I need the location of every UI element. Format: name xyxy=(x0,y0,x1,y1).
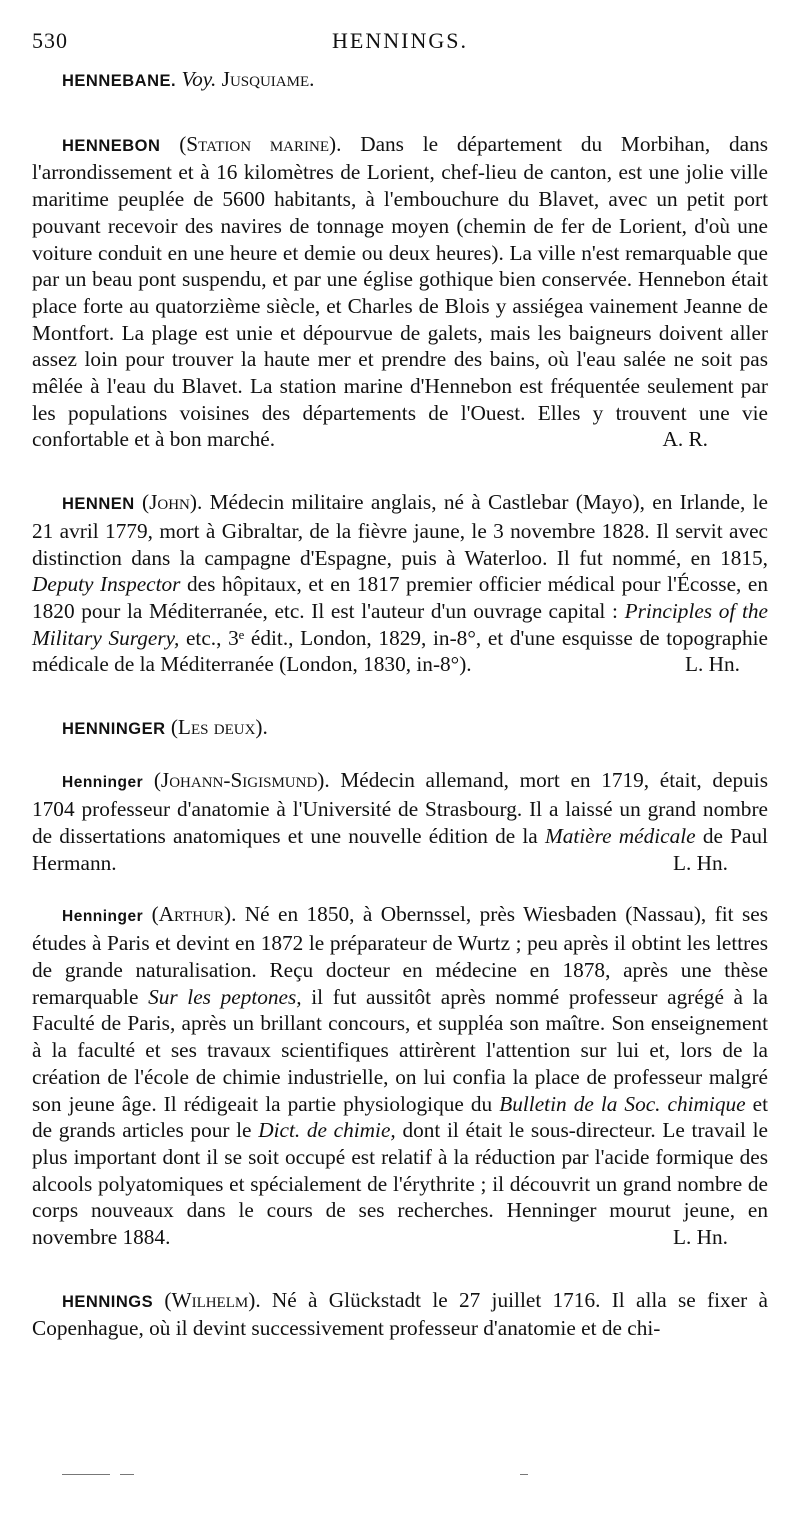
footer-mark xyxy=(120,1474,134,1475)
entry-qualifier: (John). xyxy=(142,490,203,515)
entry-qualifier: (Johann-Sigismund). xyxy=(153,767,330,792)
cross-reference: Jusquiame. xyxy=(221,67,315,91)
author-signature: L. Hn. xyxy=(672,850,728,875)
entry-headword: HENNINGER xyxy=(62,720,166,739)
page-number: 530 xyxy=(32,28,68,53)
entry-headword: Henninger xyxy=(62,773,144,791)
entry-headword: HENNEN xyxy=(62,495,135,514)
voy-abbrev: Voy. xyxy=(181,67,217,91)
entry-hennen xyxy=(32,489,768,678)
entry-italic: Matière médicale xyxy=(544,824,696,849)
entry-text: Né en 1850, à Obernssel, près Wiesbaden (Nassau), fit ses études à Paris et devint en 1872 le préparateur de Wurtz ; peu après il obtint les lettres de grande naturalisation. Reçu docteur en médecine en 1878, après une thèse remarquable xyxy=(32,901,768,1009)
running-title: HENNINGS. xyxy=(332,28,468,53)
entry-italic: Dict. de chimie, xyxy=(258,1118,396,1143)
entry-text: Médecin allemand, mort en 1719, était, depuis 1704 professeur d'anatomie à l'Université de Strasbourg. Il a laissé un grand nombre de dissertations anatomiques et une nouvelle édition de la xyxy=(32,767,768,849)
entry-qualifier: (Wilhelm). xyxy=(164,1287,261,1312)
entry-text: des hôpitaux, et en 1817 premier officier médical pour l'Écosse, en 1820 pour la Méditerranée, etc. Il est l'auteur d'un ouvrage capital : xyxy=(32,572,769,623)
author-signature: L. Hn. xyxy=(684,652,740,677)
entry-italic: Sur les peptones, xyxy=(148,984,302,1009)
entry-headword: HENNEBANE. xyxy=(62,72,177,90)
entry-headword: HENNEBON xyxy=(62,136,161,155)
entry-text: etc., 3ᵉ édit., London, 1829, in-8°, et d'une esquisse de topographie médicale de la Méditerranée (London, 1830, in-8°). xyxy=(32,625,768,677)
page-header xyxy=(32,28,768,58)
footer-mark xyxy=(62,1474,110,1475)
entry-hennings xyxy=(32,1287,768,1342)
entry-italic: Deputy Inspector xyxy=(32,572,181,597)
entry-text: Médecin militaire anglais, né à Castlebar (Mayo), en Irlande, le 21 avril 1779, mort à Gibraltar, de la fièvre jaune, le 3 novembre 1828. Il servit avec distinction dans la campagne d'Espagne, puis à Waterloo. Il fut nommé, en 1815, xyxy=(32,490,768,570)
entry-italic: Bulletin de la Soc. chimique xyxy=(499,1091,746,1116)
entry-headword: HENNINGS xyxy=(62,1292,154,1311)
entry-text: Dans le département du Morbihan, dans l'arrondissement et à 16 kilomètres de Lorient, chef-lieu de canton, est une jolie ville maritime peuplée de 5600 habitants, à l'embouchure du Blavet, avec un petit port pouvant recevoir des navires de tonnage moyen (chemin de fer de Lorient, d'où une voiture conduit en une heure et demie ou deux heures). La ville n'est remarquable que par un beau pont suspendu, et par une église gothique bien conservée. Hennebon était place forte au quatorzième siècle, et Charles de Blois y assiégea vainement Jeanne de Montfort. La plage est unie et dépourvue de galets, mais les baigneurs doivent aller assez loin pour trouver la haute mer et prendre des bains, où l'eau salée ne soit pas mêlée à l'eau du Blavet. La station marine d'Hennebon est fréquentée seulement par les populations voisines des départements de l'Ouest. Elles y trouvent une vie confortable et à bon marché. xyxy=(32,131,769,452)
entry-henninger-johann xyxy=(32,767,768,877)
entry-text: de Paul Hermann. xyxy=(32,824,768,875)
entry-hennebon xyxy=(32,131,768,453)
entry-henninger-group xyxy=(32,714,768,743)
author-signature: A. R. xyxy=(662,427,708,452)
entry-qualifier: (Station marine). xyxy=(179,131,342,156)
entry-text: il fut aussitôt après nommé professeur agrégé à la Faculté de Paris, après un brillant concours, et suppléa son maître. Son enseignement à la faculté et ses travaux scientifiques attirèrent l'attention sur lui et, lors de la création de l'école de chimie industrielle, on lui confia la place de professeur malgré son jeune âge. Il rédigeait la partie physiologique du xyxy=(32,984,769,1116)
entry-text: Né à Glückstadt le 27 juillet 1716. Il alla se fixer à Copenhague, où il devint successivement professeur d'anatomie et de chi- xyxy=(32,1287,768,1341)
entry-text: dont il était le sous-directeur. Le travail le plus important dont il se soit occupé est relatif à la réduction par l'acide formique des alcools polyatomiques et spécialement de l'érythrite ; il découvrit un grand nombre de corps nouveaux dans le cours de ses recherches. Henninger mourut jeune, en novembre 1884. xyxy=(32,1118,768,1250)
entry-headword: Henninger xyxy=(62,907,144,925)
entry-text: et de grands articles pour le xyxy=(32,1091,769,1143)
entry-henninger-arthur xyxy=(32,901,768,1251)
footer-mark xyxy=(520,1474,528,1475)
page xyxy=(32,28,768,1342)
entry-qualifier: (Les deux). xyxy=(170,715,268,740)
entry-italic: Principles of the Military Surgery, xyxy=(32,598,768,650)
entry-qualifier: (Arthur). xyxy=(151,901,237,926)
footer-rule-marks xyxy=(0,1474,800,1478)
author-signature: L. Hn. xyxy=(672,1225,728,1250)
entry-hennebane xyxy=(32,66,768,95)
